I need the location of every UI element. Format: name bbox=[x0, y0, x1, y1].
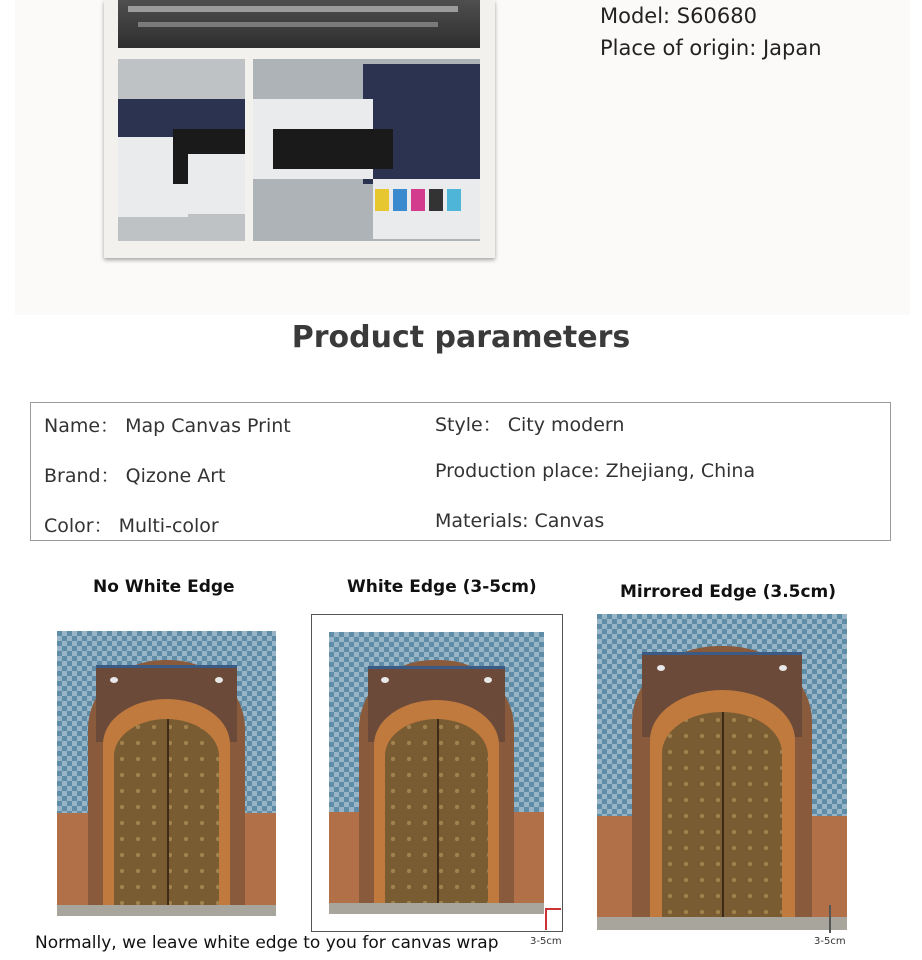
param-style: Style： City modern bbox=[435, 414, 625, 436]
origin-spec: Place of origin: Japan bbox=[600, 36, 822, 60]
printer-photo-top bbox=[118, 0, 480, 48]
param-brand: Brand： Qizone Art bbox=[44, 465, 226, 487]
param-materials: Materials: Canvas bbox=[435, 510, 605, 532]
mirrored-edge-title: Mirrored Edge (3.5cm) bbox=[620, 582, 837, 602]
param-production-place: Production place: Zhejiang, China bbox=[435, 460, 756, 482]
printer-photo-right bbox=[253, 59, 480, 241]
white-edge-image bbox=[329, 632, 544, 914]
section-title: Product parameters bbox=[291, 320, 631, 355]
model-spec: Model: S60680 bbox=[600, 4, 757, 28]
no-white-edge-title: No White Edge bbox=[93, 577, 235, 597]
printer-photo-left bbox=[118, 59, 245, 241]
mirrored-edge-measure-line bbox=[829, 905, 831, 933]
printer-photo-card bbox=[104, 0, 495, 258]
no-white-edge-image bbox=[57, 631, 276, 916]
mirrored-edge-measure-label: 3-5cm bbox=[814, 936, 846, 947]
mirrored-edge-image bbox=[597, 614, 847, 930]
param-color: Color： Multi-color bbox=[44, 515, 219, 537]
white-edge-measure-label: 3-5cm bbox=[530, 936, 562, 947]
parameters-table bbox=[30, 402, 891, 541]
white-edge-measure-tick bbox=[545, 908, 547, 930]
white-edge-title: White Edge (3-5cm) bbox=[347, 577, 537, 597]
white-edge-measure-line bbox=[545, 908, 561, 910]
canvas-wrap-note: Normally, we leave white edge to you for canvas wrap bbox=[35, 933, 499, 953]
param-name: Name： Map Canvas Print bbox=[44, 415, 291, 437]
